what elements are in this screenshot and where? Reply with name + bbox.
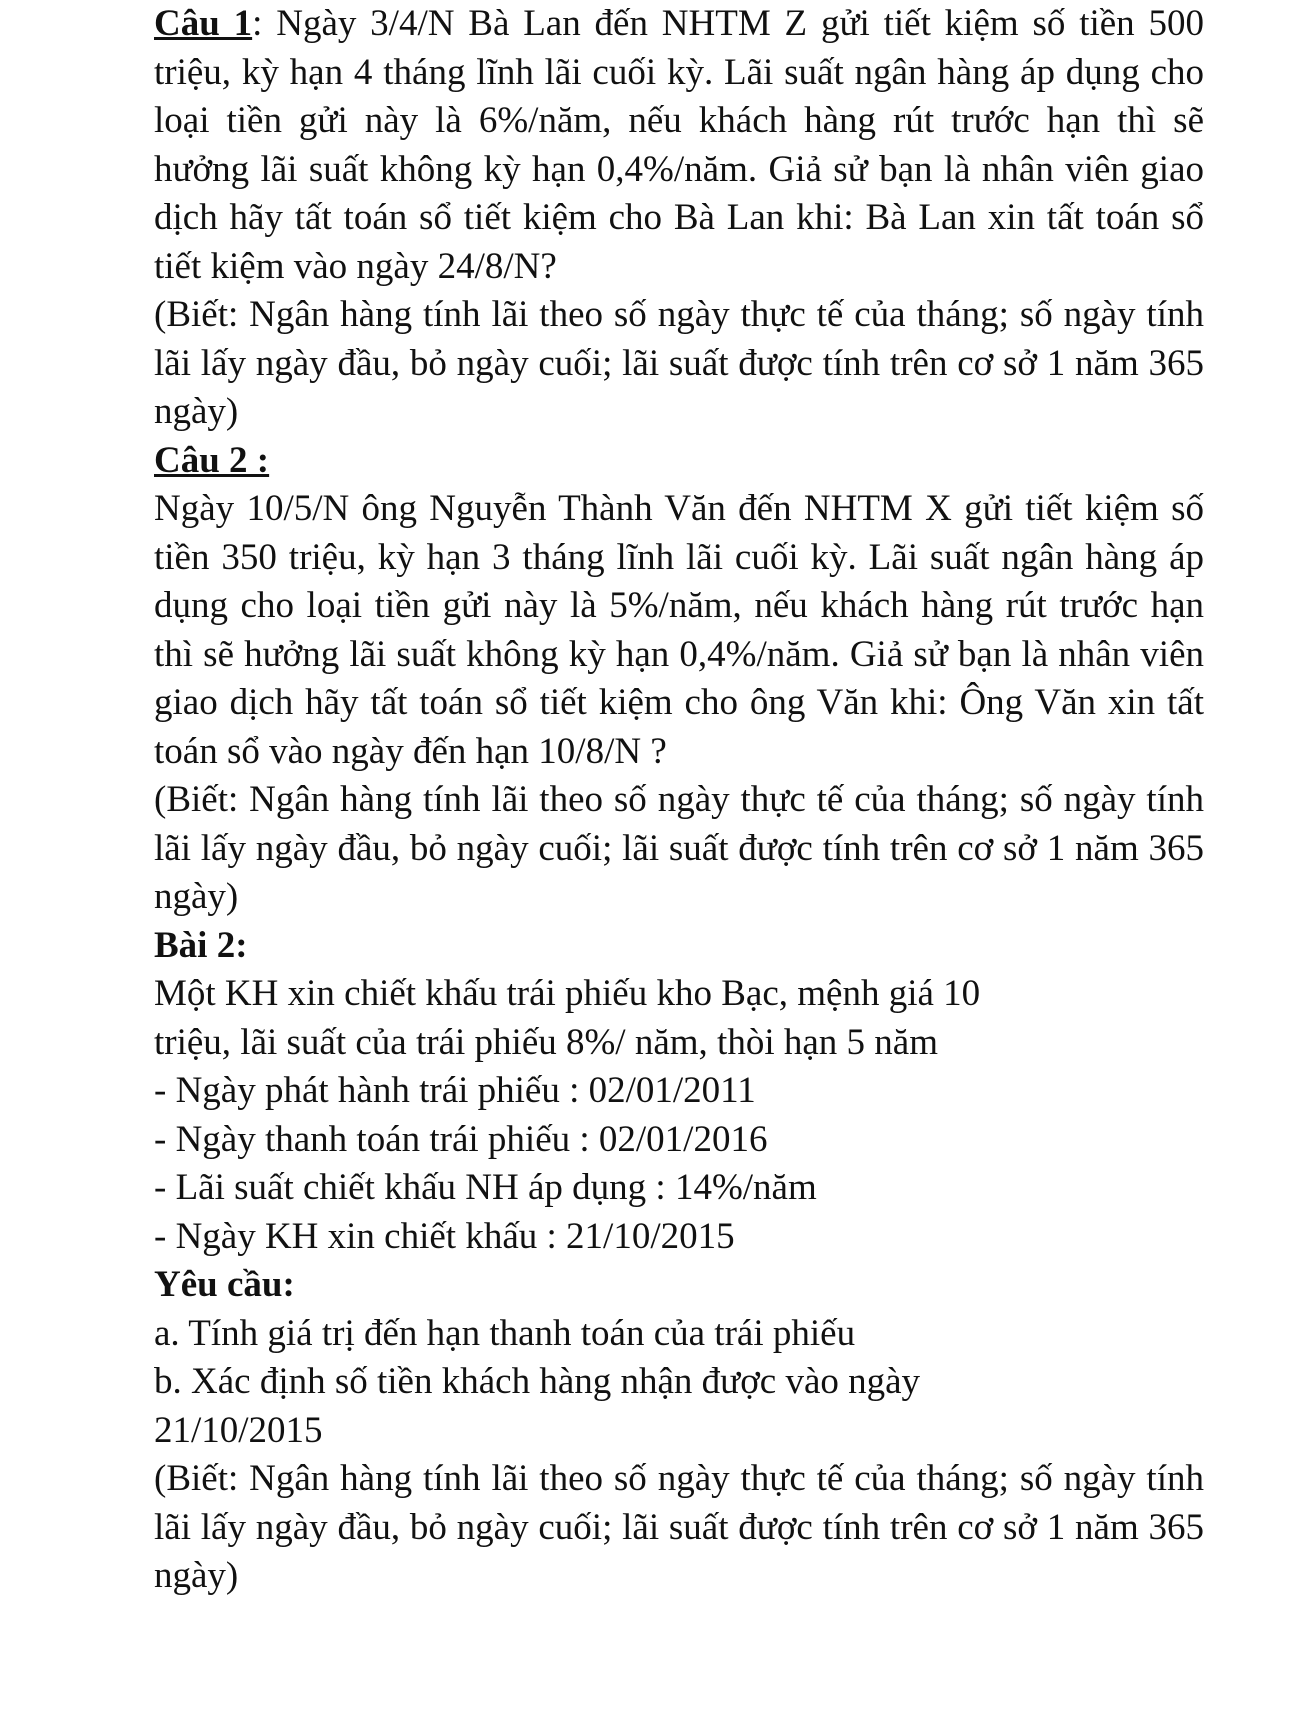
cau1-label: Câu 1 [154, 3, 253, 44]
cau2-heading: Câu 2 : [154, 439, 270, 481]
cau2-body: Ngày 10/5/N ông Nguyễn Thành Văn đến NHTM X gửi tiết kiệm số tiền 350 triệu, kỳ hạn 3 tháng lĩnh lãi cuối kỳ. Lãi suất ngân hàng áp dụng cho loại tiền gửi này là 5%/năm, nếu khách hàng rút trước hạn thì sẽ hưởng lãi suất không kỳ hạn 0,4%/năm. Giả sử bạn là nhân viên giao dịch hãy tất toán sổ tiết kiệm cho ông Văn khi: Ông Văn xin tất toán sổ vào ngày đến hạn 10/8/N ? [154, 488, 1204, 772]
cau1-body: : Ngày 3/4/N Bà Lan đến NHTM Z gửi tiết kiệm số tiền 500 triệu, kỳ hạn 4 tháng lĩnh lãi cuối kỳ. Lãi suất ngân hàng áp dụng cho loại tiền gửi này là 6%/năm, nếu khách hàng rút trước hạn thì sẽ hưởng lãi suất không kỳ hạn 0,4%/năm. Giả sử bạn là nhân viên giao dịch hãy tất toán sổ tiết kiệm cho Bà Lan khi: Bà Lan xin tất toán sổ tiết kiệm vào ngày 24/8/N? [154, 3, 1204, 287]
document-page [154, 0, 1204, 1601]
bai2-item-maturity-date: - Ngày thanh toán trái phiếu : 02/01/2016 [154, 1118, 768, 1160]
cau1-note: (Biết: Ngân hàng tính lãi theo số ngày thực tế của tháng; số ngày tính lãi lấy ngày đầu, bỏ ngày cuối; lãi suất được tính trên cơ sở 1 năm 365 ngày) [154, 294, 1204, 432]
bai2-heading: Bài 2: [154, 924, 248, 966]
cau2-note: (Biết: Ngân hàng tính lãi theo số ngày thực tế của tháng; số ngày tính lãi lấy ngày đầu, bỏ ngày cuối; lãi suất được tính trên cơ sở 1 năm 365 ngày) [154, 779, 1204, 917]
bai2-note: (Biết: Ngân hàng tính lãi theo số ngày thực tế của tháng; số ngày tính lãi lấy ngày đầu, bỏ ngày cuối; lãi suất được tính trên cơ sở 1 năm 365 ngày) [154, 1458, 1204, 1596]
requirement-a: a. Tính giá trị đến hạn thanh toán của trái phiếu [154, 1312, 856, 1354]
bai2-intro-line-2: triệu, lãi suất của trái phiếu 8%/ năm, thòi hạn 5 năm [154, 1021, 938, 1063]
bai2-item-request-date: - Ngày KH xin chiết khấu : 21/10/2015 [154, 1215, 735, 1257]
requirement-b-line-2: 21/10/2015 [154, 1409, 323, 1451]
bai2-intro-line-1: Một KH xin chiết khấu trái phiếu kho Bạc, mệnh giá 10 [154, 973, 981, 1014]
requirement-b-line-1: b. Xác định số tiền khách hàng nhận được vào ngày [154, 1361, 921, 1402]
requirements-heading: Yêu cầu: [154, 1264, 295, 1305]
bai2-item-issue-date: - Ngày phát hành trái phiếu : 02/01/2011 [154, 1070, 756, 1111]
cau1-paragraph [154, 0, 1204, 291]
bai2-item-discount-rate: - Lãi suất chiết khấu NH áp dụng : 14%/năm [154, 1167, 817, 1208]
